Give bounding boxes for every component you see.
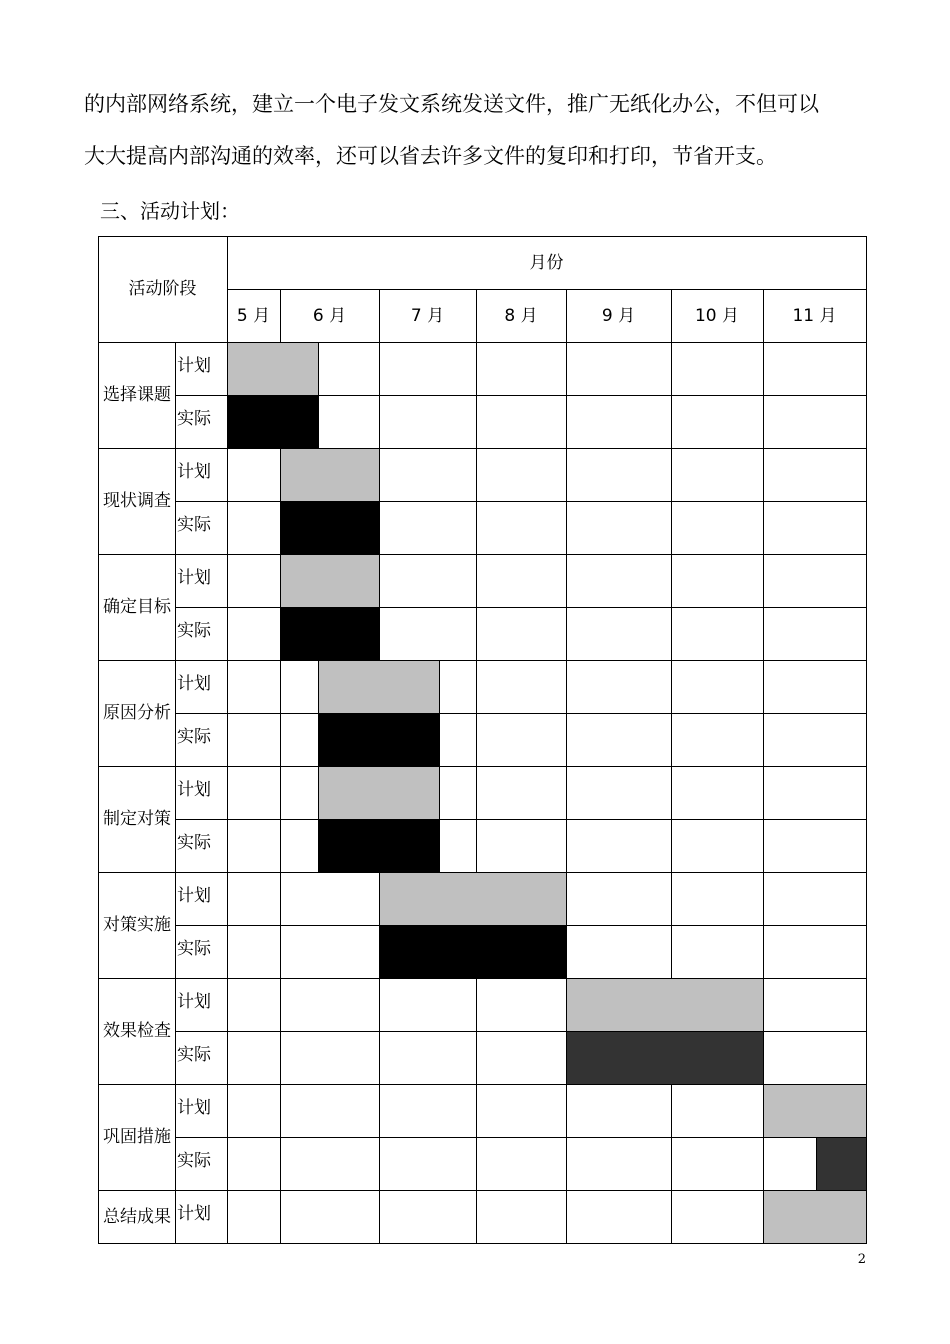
actual-bar — [280, 607, 379, 660]
grid-line — [671, 925, 672, 979]
grid-line — [379, 554, 380, 608]
grid-line — [566, 342, 567, 396]
actual-bar — [280, 501, 379, 554]
section-title: 三、活动计划： — [100, 199, 240, 223]
grid-line — [379, 501, 380, 555]
stage-name: 原因分析 — [103, 703, 171, 723]
stage-name: 选择课题 — [103, 385, 171, 405]
bar-edge — [318, 713, 319, 767]
actual-label: 实际 — [177, 833, 211, 853]
table-border — [866, 236, 867, 1244]
month-5: 5 月 — [236, 305, 271, 326]
grid-line — [763, 501, 764, 555]
grid-line — [175, 342, 176, 1244]
plan-bar — [763, 1084, 866, 1137]
grid-line — [280, 501, 281, 555]
actual-label: 实际 — [177, 1151, 211, 1171]
bar-edge — [439, 766, 440, 820]
actual-label: 实际 — [177, 515, 211, 535]
actual-label: 实际 — [177, 409, 211, 429]
grid-line — [763, 819, 764, 873]
bar-edge — [318, 766, 319, 820]
grid-line — [476, 501, 477, 555]
grid-line — [280, 1031, 281, 1085]
actual-label: 实际 — [177, 1045, 211, 1065]
body-paragraph-line-1: 的内部网络系统，建立一个电子发文系统发送文件，推广无纸化办公，不但可以 — [84, 92, 819, 116]
month-7: 7 月 — [410, 305, 445, 326]
grid-line — [671, 554, 672, 608]
stage-name: 巩固措施 — [103, 1127, 171, 1147]
grid-line — [566, 819, 567, 873]
grid-line — [671, 819, 672, 873]
grid-line — [280, 819, 281, 873]
grid-line — [476, 660, 477, 714]
bar-edge — [816, 1137, 817, 1191]
grid-line — [566, 1084, 567, 1138]
grid-line — [280, 925, 281, 979]
grid-line — [280, 978, 281, 1032]
plan-bar — [318, 660, 439, 713]
grid-line — [566, 1137, 567, 1191]
grid-line — [280, 872, 281, 926]
grid-line — [763, 1031, 764, 1085]
grid-line — [566, 660, 567, 714]
plan-label: 计划 — [177, 1204, 211, 1224]
grid-line — [476, 1084, 477, 1138]
grid-line — [476, 395, 477, 449]
grid-line — [280, 1084, 281, 1138]
grid-line — [671, 501, 672, 555]
grid-line — [476, 713, 477, 767]
plan-label: 计划 — [177, 780, 211, 800]
stage-name: 效果检查 — [103, 1021, 171, 1041]
grid-line — [280, 1137, 281, 1191]
grid-line — [476, 1137, 477, 1191]
grid-line — [280, 713, 281, 767]
actual-bar — [566, 1031, 763, 1084]
grid-line — [763, 607, 764, 661]
grid-line — [379, 978, 380, 1032]
grid-line — [566, 1031, 567, 1085]
grid-line — [280, 660, 281, 714]
month-9: 9 月 — [601, 305, 636, 326]
grid-line — [379, 1190, 380, 1244]
grid-line — [379, 607, 380, 661]
grid-line — [566, 872, 567, 926]
grid-line — [671, 1084, 672, 1138]
activity-plan-table — [98, 236, 867, 1245]
grid-line — [476, 978, 477, 1032]
actual-label: 实际 — [177, 939, 211, 959]
grid-line — [566, 925, 567, 979]
plan-bar — [566, 978, 763, 1031]
grid-line — [671, 1137, 672, 1191]
grid-line — [280, 554, 281, 608]
grid-line — [763, 925, 764, 979]
grid-line — [763, 713, 764, 767]
plan-bar — [763, 1190, 866, 1243]
grid-line — [763, 554, 764, 608]
grid-line — [476, 342, 477, 396]
stage-name: 现状调查 — [103, 491, 171, 511]
grid-line — [566, 1190, 567, 1244]
actual-label: 实际 — [177, 727, 211, 747]
grid-line — [671, 660, 672, 714]
plan-label: 计划 — [177, 462, 211, 482]
grid-line — [763, 1137, 764, 1191]
month-6: 6 月 — [312, 305, 347, 326]
plan-label: 计划 — [177, 1098, 211, 1118]
grid-line — [566, 978, 567, 1032]
month-11: 11 月 — [792, 305, 837, 326]
grid-line — [671, 1190, 672, 1244]
grid-line — [671, 872, 672, 926]
plan-bar — [379, 872, 566, 925]
grid-line — [671, 448, 672, 502]
grid-line — [566, 766, 567, 820]
grid-line — [566, 713, 567, 767]
grid-line — [280, 766, 281, 820]
grid-line — [476, 766, 477, 820]
grid-line — [671, 713, 672, 767]
grid-line — [227, 236, 228, 1244]
grid-line — [671, 607, 672, 661]
stage-name: 总结成果 — [103, 1206, 171, 1227]
bar-edge — [318, 395, 319, 449]
grid-line — [476, 1031, 477, 1085]
grid-line — [566, 448, 567, 502]
month-header: 月份 — [529, 252, 564, 273]
bar-edge — [439, 713, 440, 767]
bar-edge — [318, 342, 319, 396]
plan-label: 计划 — [177, 674, 211, 694]
actual-bar — [318, 713, 439, 766]
grid-line — [566, 554, 567, 608]
grid-line — [379, 395, 380, 449]
grid-line — [566, 395, 567, 449]
plan-bar — [280, 448, 379, 501]
actual-bar — [227, 395, 318, 448]
grid-line — [763, 448, 764, 502]
grid-line — [476, 554, 477, 608]
plan-label: 计划 — [177, 356, 211, 376]
grid-line — [763, 872, 764, 926]
grid-line — [763, 395, 764, 449]
stage-name: 对策实施 — [103, 915, 171, 935]
stage-header: 活动阶段 — [128, 279, 197, 299]
bar-edge — [318, 660, 319, 714]
plan-label: 计划 — [177, 886, 211, 906]
plan-bar — [280, 554, 379, 607]
grid-line — [763, 1190, 764, 1244]
grid-line — [763, 978, 764, 1032]
grid-line — [566, 501, 567, 555]
month-8: 8 月 — [504, 305, 538, 326]
grid-line — [379, 872, 380, 926]
plan-label: 计划 — [177, 992, 211, 1012]
plan-bar — [318, 766, 439, 819]
stage-name: 确定目标 — [103, 597, 171, 617]
grid-line — [671, 342, 672, 396]
month-10: 10 月 — [694, 305, 740, 326]
body-paragraph-line-2: 大大提高内部沟通的效率，还可以省去许多文件的复印和打印，节省开支。 — [84, 144, 777, 168]
grid-line — [763, 1084, 764, 1138]
plan-label: 计划 — [177, 568, 211, 588]
actual-bar — [379, 925, 566, 978]
grid-line — [671, 395, 672, 449]
grid-line — [280, 607, 281, 661]
grid-line — [763, 342, 764, 396]
grid-line — [280, 1190, 281, 1244]
grid-line — [379, 925, 380, 979]
actual-label: 实际 — [177, 621, 211, 641]
grid-line — [280, 448, 281, 502]
plan-bar — [227, 342, 318, 395]
actual-bar — [318, 819, 439, 872]
grid-line — [671, 766, 672, 820]
grid-line — [566, 607, 567, 661]
grid-line — [476, 819, 477, 873]
grid-line — [379, 1137, 380, 1191]
bar-edge — [318, 819, 319, 873]
grid-line — [379, 342, 380, 396]
grid-line — [379, 1084, 380, 1138]
grid-line — [379, 1031, 380, 1085]
stage-name: 制定对策 — [103, 809, 171, 829]
grid-line — [476, 448, 477, 502]
page-number: 2 — [857, 1252, 866, 1267]
grid-line — [379, 448, 380, 502]
grid-line — [476, 607, 477, 661]
bar-edge — [439, 660, 440, 714]
grid-line — [763, 660, 764, 714]
bar-edge — [439, 819, 440, 873]
grid-line — [763, 766, 764, 820]
grid-line — [476, 1190, 477, 1244]
actual-bar — [816, 1137, 866, 1190]
